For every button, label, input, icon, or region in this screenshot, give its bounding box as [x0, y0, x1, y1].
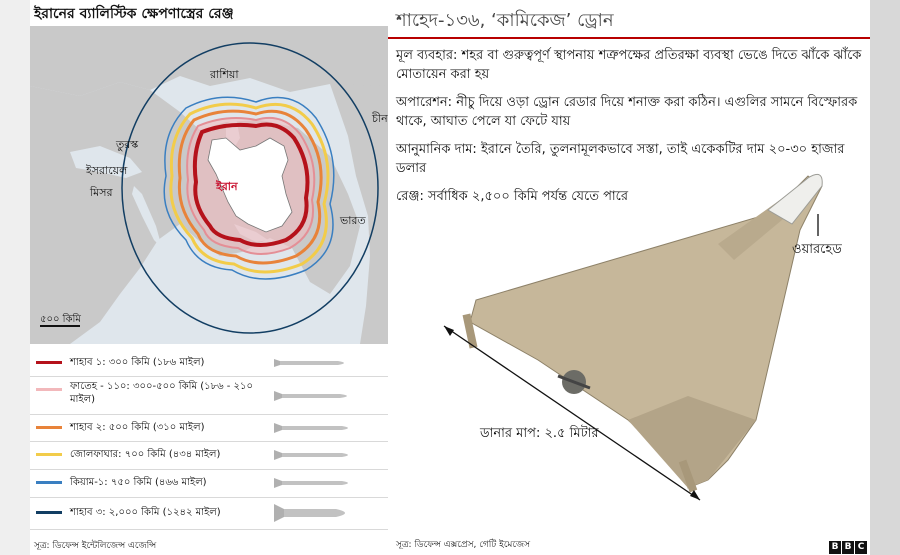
- legend-swatch: [36, 388, 62, 391]
- wingspan-label: ডানার মাপ: ২.৫ মিটার: [480, 426, 599, 441]
- info-cost: আনুমানিক দাম: ইরানে তৈরি, তুলনামূলকভাবে সস্তা, তাই একেকটির দাম ২০-৩০ হাজার ডলার: [396, 142, 845, 176]
- logo-letter: B: [842, 541, 854, 554]
- legend-text: কিয়াম-১: ৭৫০ কিমি (৪৬৬ মাইল): [70, 477, 207, 488]
- frame-left: [0, 0, 30, 555]
- label-iran: ইরান: [216, 180, 238, 193]
- missile-range-panel: [30, 0, 388, 555]
- missile-icon: [274, 390, 354, 402]
- legend-row-shahab-1: [30, 350, 388, 377]
- drone-info: [396, 46, 866, 215]
- label-egypt: মিসর: [90, 186, 113, 199]
- scale-label: ৫০০ কিমি: [40, 314, 81, 325]
- legend-text: জোলফাঘার: ৭০০ কিমি (৪৩৪ মাইল): [70, 449, 221, 460]
- legend-row-shahab-2: [30, 414, 388, 442]
- logo-letter: B: [829, 541, 841, 554]
- drone-info-panel: [388, 0, 870, 555]
- label-turkey: তুরস্ক: [116, 138, 139, 151]
- bbc-logo: [828, 534, 867, 554]
- label-india: ভারত: [340, 214, 366, 227]
- source-note: সূত্র: ডিফেন্স এক্সপ্রেস, গেটি ইমেজেস: [396, 540, 531, 550]
- missile-icon: [274, 477, 354, 489]
- missile-icon: [274, 449, 354, 461]
- missile-icon: [274, 503, 354, 523]
- legend-swatch: [36, 511, 62, 514]
- label-israel: ইসরায়েল: [86, 164, 128, 177]
- frame-right: [870, 0, 900, 555]
- legend-text: শাহাব ৩: ২,০০০ কিমি (১২৪২ মাইল): [70, 507, 221, 518]
- info-primary-use: মূল ব্যবহার: শহর বা গুরুত্বপূর্ণ স্থাপনায় শত্রুপক্ষের প্রতিরক্ষা ব্যবস্থা ভেঙে দিতে ঝাঁকে ঝাঁকে মোতায়েন করা হয়: [396, 48, 862, 82]
- info-range: রেঞ্জ: সর্বাধিক ২,৫০০ কিমি পর্যন্ত যেতে পারে: [396, 189, 629, 204]
- label-russia: রাশিয়া: [210, 68, 239, 81]
- panel-title: শাহেদ-১৩৬, ‘কামিকেজ’ ড্রোন: [396, 10, 614, 31]
- legend-swatch: [36, 453, 62, 456]
- legend-row-shahab-3: [30, 497, 388, 530]
- range-map: [30, 26, 388, 344]
- legend-swatch: [36, 481, 62, 484]
- legend-row-qiam-1: [30, 469, 388, 498]
- panel-title: ইরানের ব্যালিস্টিক ক্ষেপণাস্ত্রের রেঞ্জ: [34, 6, 234, 22]
- legend-row-zolfaghar: [30, 441, 388, 470]
- missile-icon: [274, 422, 354, 434]
- label-china: চীন: [372, 112, 388, 125]
- map-graphic: [30, 26, 388, 344]
- logo-letter: C: [855, 541, 867, 554]
- legend-text: ফাতেহ - ১১০: ৩০০-৫০০ কিমি (১৮৬ - ২১০ মাইল): [70, 381, 254, 405]
- legend-text: শাহাব ১: ৩০০ কিমি (১৮৬ মাইল): [70, 357, 205, 368]
- legend-text: শাহাব ২: ৫০০ কিমি (৩১০ মাইল): [70, 422, 205, 433]
- scale-bar: [40, 325, 80, 327]
- legend-row-fateh-110: [30, 376, 388, 415]
- source-note: সূত্র: ডিফেন্স ইন্টেলিজেন্স এজেন্সি: [34, 541, 157, 551]
- legend-swatch: [36, 426, 62, 429]
- missile-icon: [274, 358, 354, 368]
- info-operation: অপারেশন: নীচু দিয়ে ওড়া ড্রোন রেডার দিয়ে শনাক্ত করা কঠিন। এগুলির সামনে বিস্ফোরক থাকে, আঘাত পেলে যা ফেটে যায়: [396, 95, 858, 129]
- warhead-label: ওয়ারহেড: [792, 242, 842, 257]
- legend-swatch: [36, 361, 62, 364]
